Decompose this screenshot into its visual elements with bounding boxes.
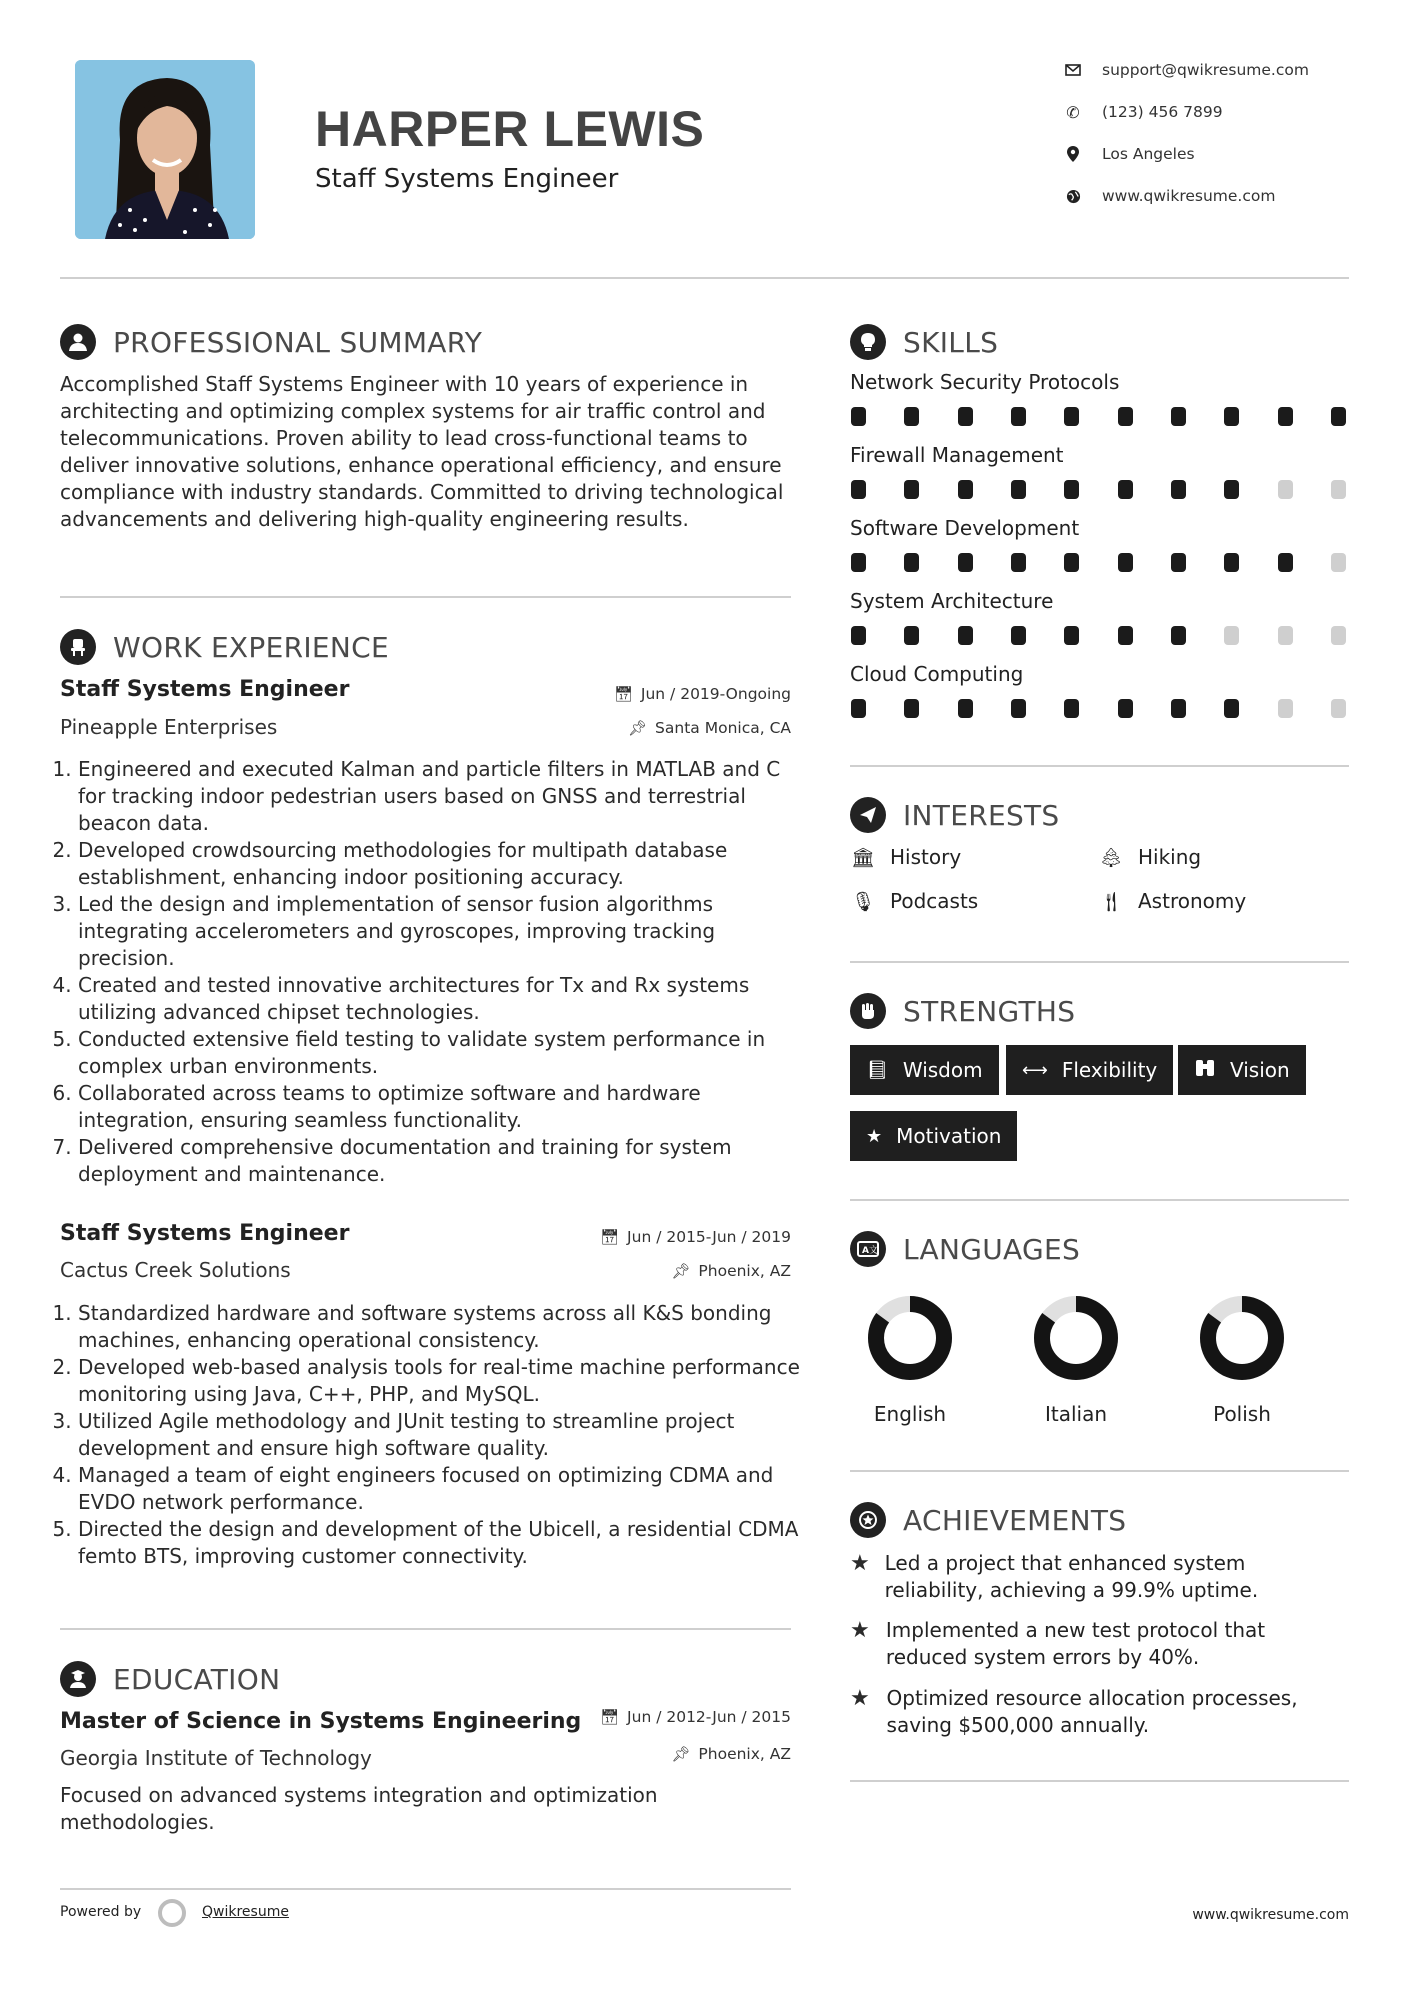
list-item: 1. Standardized hardware and software systems across all K&S bonding machines, enhancing operational consistency.: [78, 1300, 800, 1354]
rating-dot: [851, 480, 866, 499]
job-2-location-text: Phoenix, AZ: [698, 1262, 791, 1280]
experience-heading: [60, 629, 389, 665]
education-dates: [540, 1708, 791, 1726]
footer-divider: [60, 1888, 791, 1890]
email-text: support@qwikresume.com: [1102, 61, 1309, 79]
rating-dot: [851, 553, 866, 572]
svg-text:文: 文: [869, 1246, 879, 1256]
rating-dot: [1011, 407, 1026, 426]
arrows-horizontal-icon: ⟷: [1022, 1059, 1048, 1081]
shooting-star-icon: ★: [850, 1551, 870, 1576]
rating-dot: [904, 553, 919, 572]
strength-motivation: [850, 1111, 1017, 1161]
rating-dot: [1278, 553, 1293, 572]
language-ring: [1182, 1290, 1302, 1386]
languages-title: LANGUAGES: [903, 1232, 1081, 1266]
job-1-dates: [540, 685, 791, 703]
pin-icon: 📌︎: [671, 1262, 691, 1280]
education-title: EDUCATION: [113, 1662, 281, 1696]
strength-vision: [1178, 1045, 1306, 1095]
skill-name: Software Development: [850, 516, 1080, 540]
interest-podcasts: [850, 889, 978, 913]
phone-text: (123) 456 7899: [1102, 103, 1223, 121]
skill-rating: [851, 407, 1346, 426]
contact-website[interactable]: [1062, 182, 1362, 210]
achievement-item: [850, 1685, 1350, 1739]
summary-title: PROFESSIONAL SUMMARY: [113, 325, 483, 359]
school-name: Georgia Institute of Technology: [60, 1746, 372, 1770]
experience-divider: [60, 1628, 791, 1630]
website-text: www.qwikresume.com: [1102, 187, 1276, 205]
skill-name: Firewall Management: [850, 443, 1064, 467]
skill-name: Network Security Protocols: [850, 370, 1120, 394]
envelope-icon: [1062, 59, 1084, 81]
experience-title: WORK EXPERIENCE: [113, 630, 389, 664]
interests-title: INTERESTS: [903, 798, 1060, 832]
rating-dot: [1011, 553, 1026, 572]
list-item: 2. Developed crowdsourcing methodologies for multipath database establishment, enhancing indoor positioning accuracy.: [78, 837, 800, 891]
rating-dot: [904, 407, 919, 426]
rating-dot: [1331, 553, 1346, 572]
achievements-heading: [850, 1502, 1126, 1538]
strength-label: Flexibility: [1061, 1058, 1158, 1082]
list-item: 2. Developed web-based analysis tools for real-time machine performance monitoring using Java, C++, PHP, and MySQL.: [78, 1354, 800, 1408]
degree-title: Master of Science in Systems Engineering: [60, 1709, 582, 1734]
list-item: 3. Led the design and implementation of sensor fusion algorithms integrating accelerometers and gyroscopes, improving tracking precision.: [78, 891, 800, 972]
rating-dot: [1278, 407, 1293, 426]
rating-dot: [1118, 480, 1133, 499]
rating-dot: [1224, 553, 1239, 572]
skill-rating: [851, 480, 1346, 499]
candidate-title: Staff Systems Engineer: [315, 164, 619, 194]
job-2-bullets: [60, 1300, 800, 1570]
rating-dot: [1224, 699, 1239, 718]
rating-dot: [1331, 699, 1346, 718]
interest-label: History: [890, 845, 962, 869]
utensils-icon: 🍴︎: [1098, 890, 1124, 913]
phone-icon: ✆: [1066, 102, 1080, 122]
graduate-icon: [60, 1661, 96, 1697]
rating-dot: [851, 699, 866, 718]
pin-icon: 📌︎: [671, 1745, 691, 1763]
translate-icon: [850, 1231, 886, 1267]
microphone-icon: 🎙︎: [850, 890, 876, 913]
rating-dot: [1171, 480, 1186, 499]
achievement-text: Implemented a new test protocol that reduced system errors by 40%.: [885, 1618, 1266, 1669]
list-item: 3. Utilized Agile methodology and JUnit testing to streamline project development and ensure high software quality.: [78, 1408, 800, 1462]
shooting-star-icon: ★: [850, 1618, 870, 1643]
rating-dot: [958, 699, 973, 718]
chair-icon: [60, 629, 96, 665]
location-text: Los Angeles: [1102, 145, 1195, 163]
paper-plane-icon: [850, 797, 886, 833]
list-item: 4. Created and tested innovative architectures for Tx and Rx systems utilizing advanced chipset technologies.: [78, 972, 800, 1026]
rating-dot: [1278, 626, 1293, 645]
list-item: 7. Delivered comprehensive documentation and training for system deployment and maintenance.: [78, 1134, 800, 1188]
education-location-text: Phoenix, AZ: [698, 1745, 791, 1763]
strengths-divider: [850, 1199, 1349, 1201]
skills-divider: [850, 765, 1349, 767]
achievements-divider: [850, 1780, 1349, 1782]
rating-dot: [904, 626, 919, 645]
rating-dot: [1118, 699, 1133, 718]
rating-dot: [1171, 407, 1186, 426]
language-label: Italian: [1044, 1402, 1108, 1426]
list-item: 5. Directed the design and development of the Ubicell, a residential CDMA femto BTS, improving customer connectivity.: [78, 1516, 800, 1570]
rating-dot: [1278, 699, 1293, 718]
tree-icon: 🌲︎: [1098, 846, 1124, 869]
svg-text:A: A: [862, 1246, 869, 1256]
map-pin-icon: [1062, 143, 1084, 165]
star-icon: ★: [866, 1125, 883, 1147]
contact-phone[interactable]: [1062, 98, 1362, 126]
rating-dot: [958, 480, 973, 499]
skills-heading: [850, 324, 998, 360]
rating-dot: [1118, 553, 1133, 572]
rating-dot: [1064, 480, 1079, 499]
rating-dot: [1171, 553, 1186, 572]
rating-dot: [1064, 626, 1079, 645]
strengths-title: STRENGTHS: [903, 994, 1076, 1028]
job-2-dates-text: Jun / 2015-Jun / 2019: [627, 1228, 791, 1246]
education-heading: [60, 1661, 280, 1697]
rating-dot: [1331, 626, 1346, 645]
rating-dot: [1278, 480, 1293, 499]
language-label: English: [873, 1402, 947, 1426]
language-item: [1016, 1290, 1136, 1426]
interest-astronomy: [1098, 889, 1246, 913]
job-1-location-text: Santa Monica, CA: [655, 719, 791, 737]
list-item: 1. Engineered and executed Kalman and particle filters in MATLAB and C for tracking indoor pedestrian users based on GNSS and terrestrial beacon data.: [78, 756, 800, 837]
skill-rating: [851, 553, 1346, 572]
strength-wisdom: [850, 1045, 999, 1095]
contact-location: [1062, 140, 1362, 168]
lightbulb-icon: [850, 324, 886, 360]
language-item: [1182, 1290, 1302, 1426]
rating-dot: [904, 480, 919, 499]
strength-label: Motivation: [896, 1124, 1002, 1148]
qwikresume-link[interactable]: Qwikresume: [202, 1904, 289, 1920]
powered-by-label: Powered by: [60, 1904, 142, 1920]
education-description: Focused on advanced systems integration and optimization methodologies.: [60, 1783, 658, 1834]
summary-divider: [60, 596, 791, 598]
qwikresume-logo-icon: [158, 1899, 186, 1927]
rating-dot: [1171, 626, 1186, 645]
language-item: [850, 1290, 970, 1426]
rating-dot: [1118, 407, 1133, 426]
skill-rating: [851, 699, 1346, 718]
achievements-title: ACHIEVEMENTS: [903, 1503, 1127, 1537]
rating-dot: [904, 699, 919, 718]
rating-dot: [1331, 480, 1346, 499]
rating-dot: [1011, 480, 1026, 499]
contact-email[interactable]: [1062, 56, 1362, 84]
strength-label: Vision: [1230, 1058, 1290, 1082]
rating-dot: [1064, 699, 1079, 718]
shooting-star-icon: ★: [850, 1686, 870, 1711]
binoculars-icon: [1194, 1058, 1216, 1083]
rating-dot: [1171, 699, 1186, 718]
rating-dot: [1011, 699, 1026, 718]
job-2-location: [540, 1262, 791, 1280]
job-1-title: Staff Systems Engineer: [60, 677, 350, 702]
profile-photo: [75, 60, 255, 239]
job-1-dates-text: Jun / 2019-Ongoing: [640, 685, 791, 703]
languages-heading: [850, 1231, 1080, 1267]
interest-history: [850, 845, 961, 869]
achievement-text: Optimized resource allocation processes, saving $500,000 annually.: [886, 1686, 1298, 1737]
education-dates-text: Jun / 2012-Jun / 2015: [627, 1708, 791, 1726]
strengths-heading: [850, 993, 1075, 1029]
job-1-company: Pineapple Enterprises: [60, 715, 278, 739]
rating-dot: [958, 407, 973, 426]
job-2-dates: [540, 1228, 791, 1246]
rating-dot: [1011, 626, 1026, 645]
language-ring: [850, 1290, 970, 1386]
interest-hiking: [1098, 845, 1201, 869]
fist-icon: [850, 993, 886, 1029]
summary-text: Accomplished Staff Systems Engineer with 10 years of experience in architecting and optimizing complex systems for air traffic control and telecommunications. Proven ability to lead cross-functional teams to deliver innovative solutions, enhance operational efficiency, and ensure compliance with industry standards. Committed to driving technological advancements and delivering high-quality engineering results.: [60, 372, 784, 531]
skill-rating: [851, 626, 1346, 645]
job-2-title: Staff Systems Engineer: [60, 1221, 350, 1246]
rating-dot: [1224, 626, 1239, 645]
calendar-icon: 📅︎: [613, 685, 633, 703]
skill-name: Cloud Computing: [850, 662, 1024, 686]
rating-dot: [1064, 553, 1079, 572]
summary-heading: [60, 324, 482, 360]
rating-dot: [1224, 480, 1239, 499]
rating-dot: [1331, 407, 1346, 426]
list-item: 5. Conducted extensive field testing to validate system performance in complex urban environments.: [78, 1026, 800, 1080]
job-1-bullets: [60, 756, 800, 1188]
list-item: 6. Collaborated across teams to optimize software and hardware integration, ensuring seamless functionality.: [78, 1080, 800, 1134]
strength-label: Wisdom: [902, 1058, 983, 1082]
languages-divider: [850, 1470, 1349, 1472]
award-icon: [850, 1502, 886, 1538]
language-ring: [1016, 1290, 1136, 1386]
language-label: Polish: [1213, 1402, 1271, 1426]
strength-flexibility: [1006, 1045, 1173, 1095]
job-1-location: [540, 719, 791, 737]
achievement-item: [850, 1617, 1350, 1671]
skill-name: System Architecture: [850, 589, 1054, 613]
calendar-icon: 📅︎: [600, 1228, 620, 1246]
interests-heading: [850, 797, 1060, 833]
rating-dot: [851, 407, 866, 426]
rating-dot: [1064, 407, 1079, 426]
book-icon: 📘︎: [866, 1059, 889, 1081]
pin-icon: 📌︎: [628, 719, 648, 737]
bank-icon: 🏛︎: [850, 846, 876, 869]
calendar-icon: 📅︎: [600, 1708, 620, 1726]
skills-title: SKILLS: [903, 325, 999, 359]
achievement-text: Led a project that enhanced system reliability, achieving a 99.9% uptime.: [884, 1551, 1259, 1602]
interest-label: Podcasts: [890, 889, 979, 913]
achievement-item: [850, 1550, 1350, 1604]
rating-dot: [958, 626, 973, 645]
rating-dot: [1118, 626, 1133, 645]
globe-icon: [1062, 185, 1084, 207]
interest-label: Astronomy: [1138, 889, 1247, 913]
interest-label: Hiking: [1138, 845, 1202, 869]
job-2-company: Cactus Creek Solutions: [60, 1258, 291, 1282]
rating-dot: [851, 626, 866, 645]
user-icon: [60, 324, 96, 360]
header-divider: [60, 277, 1349, 279]
rating-dot: [958, 553, 973, 572]
rating-dot: [1224, 407, 1239, 426]
list-item: 4. Managed a team of eight engineers focused on optimizing CDMA and EVDO network performance.: [78, 1462, 800, 1516]
candidate-name: HARPER LEWIS: [315, 101, 705, 157]
interests-divider: [850, 961, 1349, 963]
footer-website[interactable]: www.qwikresume.com: [1192, 1907, 1349, 1923]
education-location: [540, 1745, 791, 1763]
